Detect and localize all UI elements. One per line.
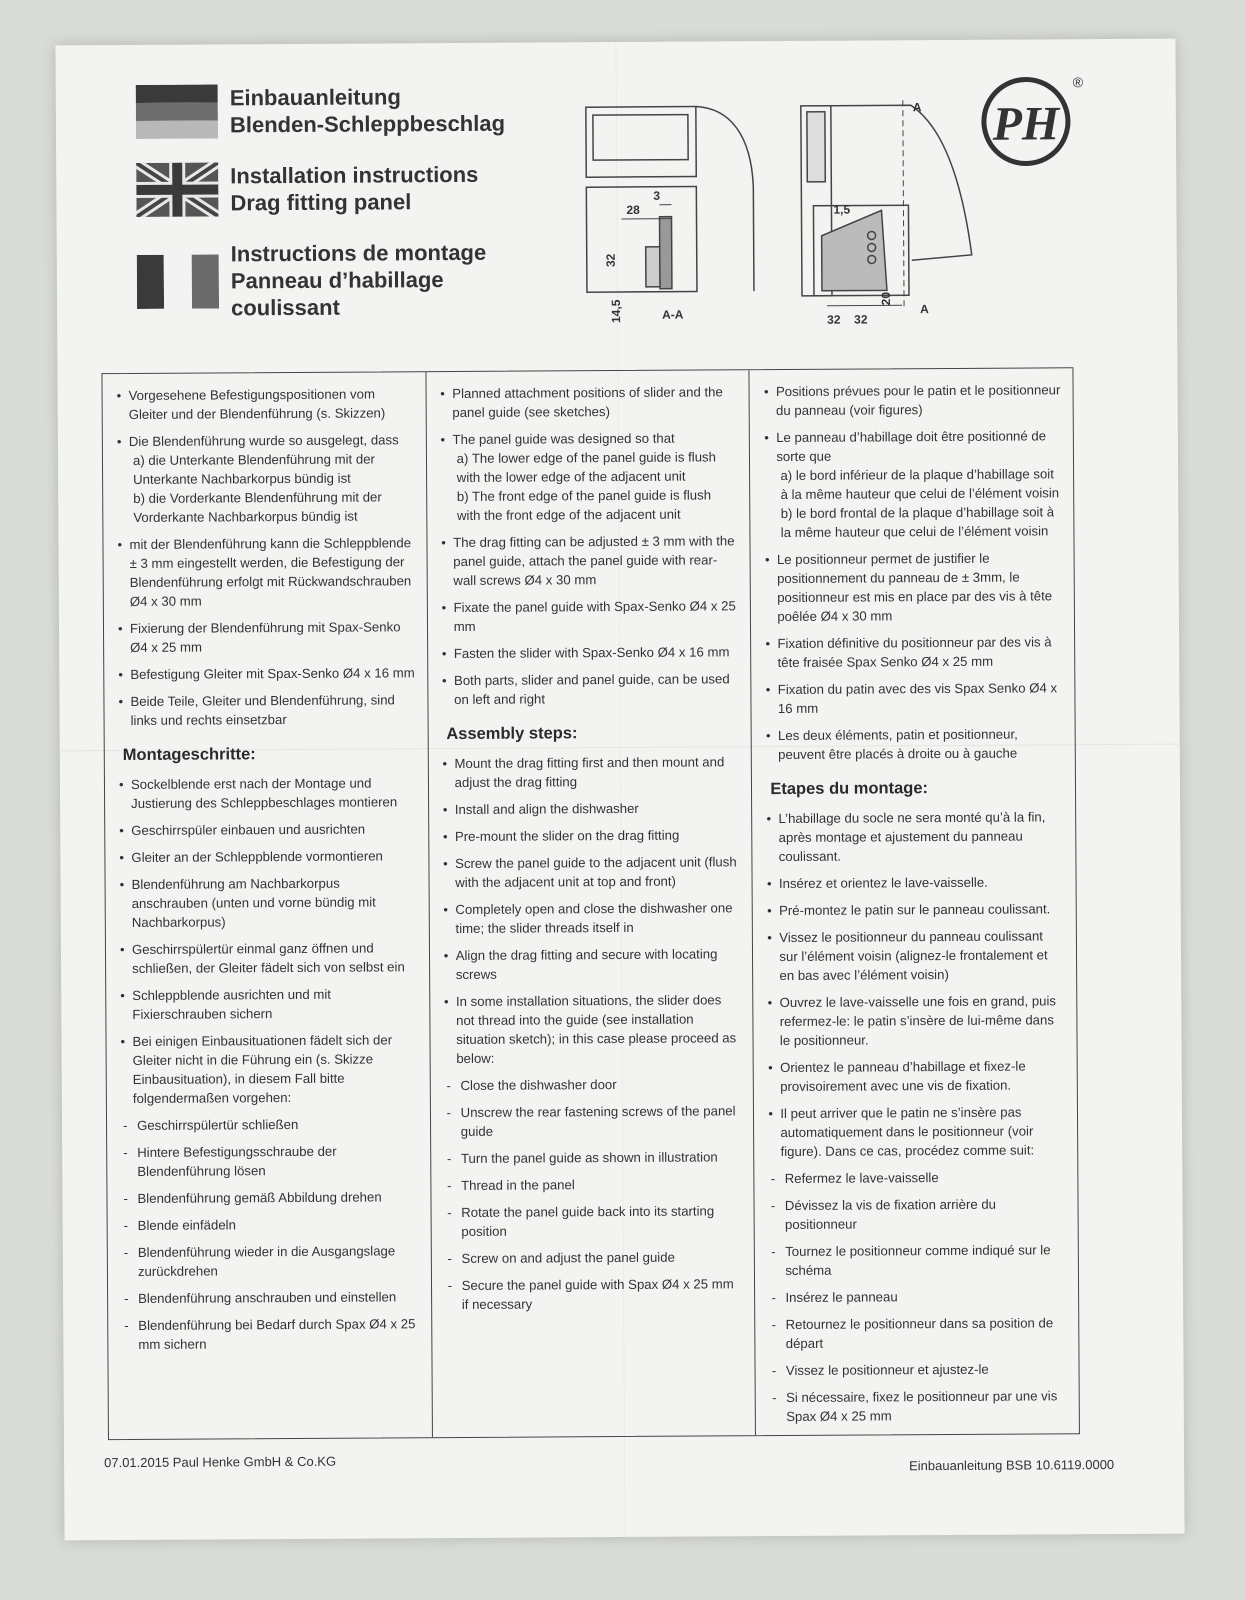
list-item: • mit der Blendenführung kann die Schleppblende ± 3 mm eingestellt werden, die Befestigung der Blendenführung erfolgt mit Rückwandschrauben Ø4 x 30 mm: [117, 533, 414, 611]
dim-32-b: 32: [854, 312, 868, 327]
header-titles: [136, 82, 558, 346]
list-item: • The drag fitting can be adjusted ± 3 mm with the panel guide, attach the panel guide with rear-wall screws Ø4 x 30 mm: [441, 531, 738, 590]
english-bullets: [440, 382, 739, 709]
german-flag-icon: [136, 84, 218, 138]
list-item: • Align the drag fitting and secure with locating screws: [444, 944, 741, 984]
list-item: - Refermez le lave-vaisselle: [769, 1167, 1066, 1188]
french-bullets: [764, 380, 1063, 764]
list-item: - Blendenführung wieder in die Ausgangslage zurückdrehen: [122, 1241, 419, 1281]
marker-a-bottom: A: [920, 302, 929, 317]
list-item: • Le positionneur permet de justifier le positionnement du panneau de ± 3mm, le positionneur est mis en place par des vis à tête poêlée Ø4 x 30 mm: [765, 548, 1062, 626]
footer-document-number: Einbauanleitung BSB 10.6119.0000: [909, 1456, 1115, 1474]
registered-mark: ®: [1072, 74, 1084, 91]
list-item: • Positions prévues pour le patin et le positionneur du panneau (voir figures): [764, 380, 1061, 420]
list-item-text: The panel guide was designed so that: [452, 430, 675, 448]
list-item: • Ouvrez le lave-vaisselle une fois en grand, puis refermez-le: le patin s’insère de lui-même dans le positionneur.: [768, 991, 1065, 1050]
german-steps-heading: Montageschritte:: [122, 745, 256, 765]
list-subitem: b) le bord frontal de la plaque d’habillage soit à la même hauteur que celui de l’élément voisin: [780, 504, 1055, 541]
list-item: • Fixation du patin avec des vis Spax Senko Ø4 x 16 mm: [766, 678, 1063, 718]
list-item: • Install and align the dishwasher: [443, 798, 740, 819]
list-item: • Bei einigen Einbausituationen fädelt sich der Gleiter nicht in die Führung ein (s. Skizze Einbausituation), in diesem Fall bitte folgendermaßen vorgehen:: [120, 1030, 417, 1108]
list-item-text: Die Blendenführung wurde so ausgelegt, dass: [128, 432, 399, 449]
title-english-line2: Drag fitting panel: [230, 189, 412, 216]
footer-date-company: 07.01.2015 Paul Henke GmbH & Co.KG: [104, 1453, 337, 1471]
list-item: • Gleiter an der Schleppblende vormontieren: [119, 846, 416, 867]
list-item: • Geschirrspülertür einmal ganz öffnen und schließen, der Gleiter fädelt sich von selbst ein: [120, 938, 417, 978]
ph-logo-text: PH: [992, 97, 1060, 151]
english-steps-heading: Assembly steps:: [446, 724, 578, 744]
french-steps-heading: Etapes du montage:: [770, 779, 929, 799]
list-item: • Pré-montez le patin sur le panneau coulissant.: [767, 899, 1064, 920]
dim-32-a: 32: [827, 312, 841, 327]
list-item: [764, 426, 1061, 542]
list-item: - Close the dishwasher door: [444, 1074, 741, 1095]
title-french: [137, 238, 557, 322]
list-item: • Geschirrspüler einbauen und ausrichten: [119, 819, 416, 840]
list-item: - Turn the panel guide as shown in illustration: [445, 1147, 742, 1168]
list-item: • Completely open and close the dishwasher one time; the slider threads itself in: [443, 898, 740, 938]
list-item: - Blende einfädeln: [122, 1214, 419, 1235]
list-item: • Mount the drag fitting first and then mount and adjust the drag fitting: [442, 752, 739, 792]
list-item: • Les deux éléments, patin et positionneur, peuvent être placés à droite ou à gauche: [766, 724, 1063, 764]
list-item: • Fixierung der Blendenführung mit Spax-Senko Ø4 x 25 mm: [118, 617, 415, 657]
list-item: - Tournez le positionneur comme indiqué sur le schéma: [769, 1240, 1066, 1280]
list-item: • Befestigung Gleiter mit Spax-Senko Ø4 x 16 mm: [118, 663, 415, 684]
german-bullets: [117, 384, 416, 730]
list-item: • Vorgesehene Befestigungspositionen vom Gleiter und der Blendenführung (s. Skizzen): [117, 384, 414, 424]
german-steps: [119, 773, 419, 1354]
title-german-line1: Einbauanleitung: [229, 84, 401, 111]
dim-1-5: 1,5: [833, 202, 851, 217]
list-item: • Schleppblende ausrichten und mit Fixierschrauben sichern: [120, 984, 417, 1024]
list-item: - Si nécessaire, fixez le positionneur par une vis Spax Ø4 x 25 mm: [770, 1386, 1067, 1426]
list-item: - Thread in the panel: [445, 1174, 742, 1195]
list-item: - Screw on and adjust the panel guide: [445, 1247, 742, 1268]
list-item: • Vissez le positionneur du panneau coulissant sur l’élément voisin (alignez-le frontalement et en bas avec l’élément voisin): [767, 926, 1064, 985]
list-item: • Pre-mount the slider on the drag fitting: [443, 825, 740, 846]
list-item: • Screw the panel guide to the adjacent unit (flush with the adjacent unit at top and front): [443, 852, 740, 892]
title-french-line2: Panneau d’habillage coulissant: [230, 267, 444, 321]
column-german: [102, 372, 431, 1439]
list-item: - Rotate the panel guide back into its starting position: [445, 1201, 742, 1241]
list-item: • Fixation définitive du positionneur par des vis à tête fraisée Spax Senko Ø4 x 25 mm: [765, 632, 1062, 672]
list-item: • L’habillage du socle ne sera monté qu’à la fin, après montage et ajustement du panneau coulissant.: [766, 807, 1063, 866]
title-french-line1: Instructions de montage: [230, 239, 487, 267]
list-item: • Sockelblende erst nach der Montage und Justierung des Schleppbeschlages montieren: [119, 773, 416, 813]
list-item: • Both parts, slider and panel guide, can be used on left and right: [442, 669, 739, 709]
list-item: - Secure the panel guide with Spax Ø4 x 25 mm if necessary: [446, 1274, 743, 1314]
english-steps: [442, 752, 742, 1314]
list-item: • Beide Teile, Gleiter und Blendenführung, sind links und rechts einsetzbar: [118, 690, 415, 730]
list-item: - Geschirrspülertür schließen: [121, 1114, 418, 1135]
marker-a-top: A: [912, 100, 922, 115]
list-item: • Insérez et orientez le lave-vaisselle.: [767, 872, 1064, 893]
list-item: • Orientez le panneau d’habillage et fixez-le provisoirement avec une vis de fixation.: [768, 1056, 1065, 1096]
list-item: - Blendenführung gemäß Abbildung drehen: [121, 1187, 418, 1208]
dim-20: 20: [878, 291, 894, 306]
list-subitem: a) die Unterkante Blendenführung mit der Unterkante Nachbarkorpus bündig ist: [132, 451, 375, 487]
sketch-installation: [801, 100, 972, 311]
dim-32-vertical: 32: [603, 253, 618, 268]
list-item: [117, 430, 414, 527]
french-steps: [766, 807, 1066, 1426]
section-label: A-A: [662, 307, 684, 322]
column-english: [425, 370, 755, 1437]
dim-14-5: 14,5: [609, 299, 624, 324]
list-item: - Hintere Befestigungsschraube der Blendenführung lösen: [121, 1141, 418, 1181]
instruction-table: [101, 367, 1079, 1440]
dim-3: 3: [653, 188, 661, 203]
uk-flag-icon: [136, 162, 218, 216]
list-item: • Fixate the panel guide with Spax-Senko Ø4 x 25 mm: [441, 596, 738, 636]
title-german: [136, 82, 556, 139]
list-item: - Dévissez la vis de fixation arrière du positionneur: [769, 1194, 1066, 1234]
list-subitem: a) The lower edge of the panel guide is flush with the lower edge of the adjacent unit: [456, 449, 716, 485]
list-item: - Blendenführung bei Bedarf durch Spax Ø4 x 25 mm sichern: [122, 1314, 419, 1354]
list-item: - Vissez le positionneur et ajustez-le: [770, 1359, 1067, 1380]
list-item: • Blendenführung am Nachbarkorpus anschrauben (unten und vorne bündig mit Nachbarkorpus): [120, 873, 417, 932]
list-item: [440, 428, 737, 525]
list-item: • Fasten the slider with Spax-Senko Ø4 x 16 mm: [442, 642, 739, 663]
list-item: - Retournez le positionneur dans sa position de départ: [770, 1313, 1067, 1353]
list-item: - Unscrew the rear fastening screws of the panel guide: [445, 1101, 742, 1141]
column-french: [749, 368, 1079, 1435]
list-subitem: b) die Vorderkante Blendenführung mit der Vorderkante Nachbarkorpus bündig ist: [133, 489, 382, 525]
list-item: - Insérez le panneau: [769, 1286, 1066, 1307]
list-subitem: b) The front edge of the panel guide is flush with the front edge of the adjacent unit: [456, 487, 712, 523]
list-item: • In some installation situations, the slider does not thread into the guide (see installation situation sketch); in this case please proceed as below:: [444, 990, 741, 1068]
title-german-line2: Blenden-Schleppbeschlag: [229, 110, 506, 138]
dim-28: 28: [626, 202, 640, 217]
instruction-sheet: [55, 39, 1184, 1541]
list-item: - Blendenführung anschrauben und einstellen: [122, 1287, 419, 1308]
list-subitem: a) le bord inférieur de la plaque d’habillage soit à la même hauteur que celui de l’élément voisin: [780, 466, 1060, 503]
list-item: • Il peut arriver que le patin ne s’insère pas automatiquement dans le positionneur (voir figure). Dans ce cas, procédez comme suit:: [768, 1102, 1065, 1161]
title-english: [136, 160, 556, 217]
title-english-line1: Installation instructions: [230, 161, 479, 189]
list-item: • Planned attachment positions of slider and the panel guide (see sketches): [440, 382, 737, 422]
french-flag-icon: [137, 254, 219, 308]
list-item-text: Le panneau d’habillage doit être positionné de sorte que: [776, 428, 1047, 465]
ph-logo: [976, 69, 1087, 170]
